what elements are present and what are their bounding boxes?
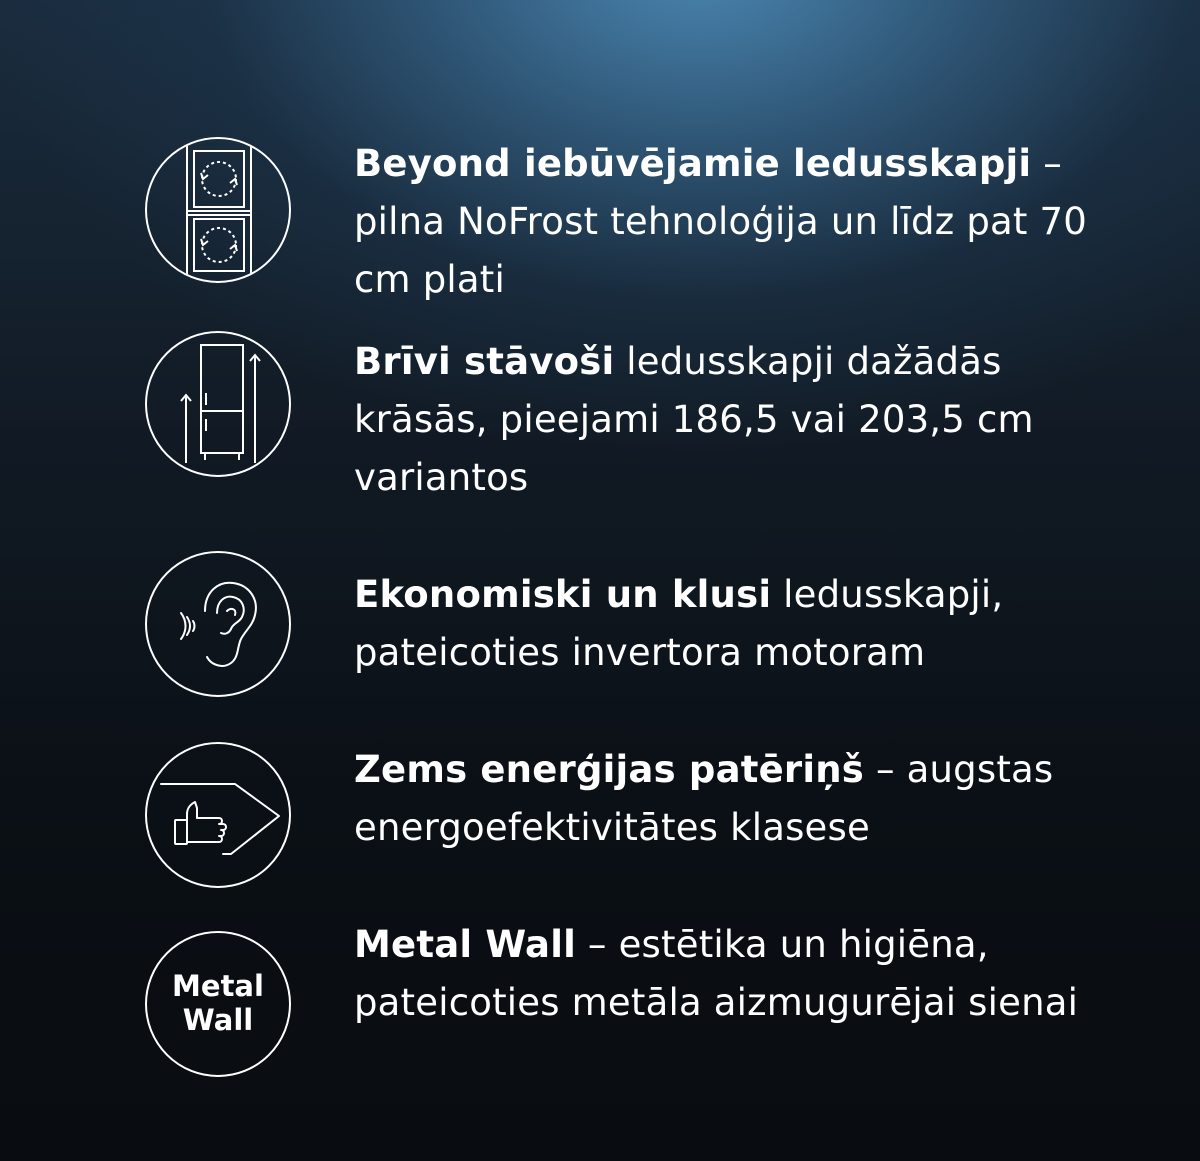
feature-body: ledusskapji, pateicoties invertora motoram [354,573,1004,674]
feature-title: Ekonomiski un klusi [354,573,772,616]
feature-title: Metal Wall [354,923,576,966]
feature-title: Brīvi stāvoši [354,340,615,383]
feature-description [354,333,1094,507]
ear-sound-icon [145,551,291,697]
feature-body: – estētika un higiēna, pateicoties metāla aizmugurējai sienai [354,923,1079,1024]
feature-description [354,916,1094,1032]
feature-body: ledusskapji dažādās krāsās, pieejami 186,5 vai 203,5 cm variantos [354,340,1034,499]
metal-wall-icon-label-line1: Metal [172,969,264,1003]
feature-body: – augstas energoefektivitātes klasese [354,748,1054,849]
feature-body: – pilna NoFrost tehnoloģija un līdz pat 70 cm plati [354,142,1088,301]
feature-title: Zems enerģijas patēriņš [354,748,865,791]
feature-description [354,135,1094,309]
feature-title: Beyond iebūvējamie ledusskapji [354,142,1032,185]
freestanding-fridge-height-icon [145,331,291,477]
metal-wall-icon-label [147,969,289,1037]
feature-description [354,741,1094,857]
feature-description [354,566,1094,682]
energy-class-thumbs-up-icon [145,742,291,888]
metal-wall-icon-label-line2: Wall [182,1003,254,1037]
built-in-fridge-icon [145,137,291,283]
metal-wall-icon [145,931,291,1077]
